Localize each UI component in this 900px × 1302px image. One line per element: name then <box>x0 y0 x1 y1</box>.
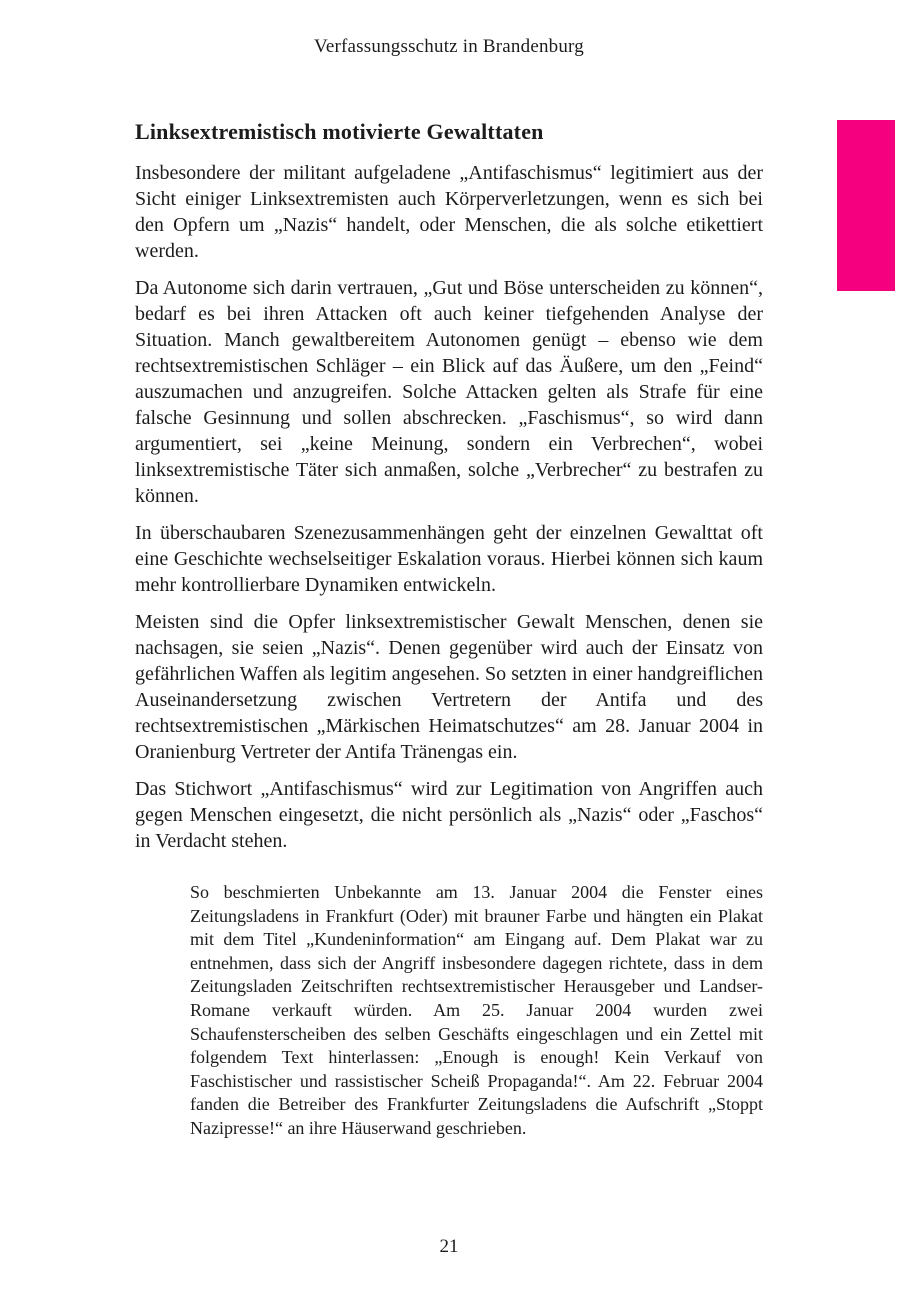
chapter-color-tab <box>837 120 895 291</box>
case-example-blockquote: So beschmierten Unbekannte am 13. Januar 2004 die Fenster eines Zeitungsladens in Frankfurt (Oder) mit brauner Farbe und hängten ein Plakat mit dem Titel „Kundeninformation“ am Eingang auf. Dem Plakat war zu entnehmen, dass sich der Angriff insbesondere dagegen richtete, dass in dem Zeitungsladen Zeitschriften rechtsextremistischer Herausgeber und Landser-Romane verkauft würden. Am 25. Januar 2004 wurden zwei Schaufensterscheiben des selben Geschäfts eingeschlagen und ein Zettel mit folgendem Text hinterlassen: „Enough is enough! Kein Verkauf von Faschistischer und rassistischer Scheiß Propaganda!“. Am 22. Februar 2004 fanden die Betreiber des Frankfurter Zeitungsladens die Aufschrift „Stoppt Nazipresse!“ an ihre Häuserwand geschrieben. <box>190 882 763 1138</box>
paragraph-4: Meisten sind die Opfer linksextremistischer Gewalt Menschen, denen sie nachsagen, sie seien „Nazis“. Denen gegenüber wird auch der Einsatz von gefährlichen Waffen als legitim angesehen. So setzten in einer handgreiflichen Auseinandersetzung zwischen Vertretern der Antifa und des rechtsextremistischen „Märkischen Heimatschutzes“ am 28. Januar 2004 in Oranienburg Vertreter der Antifa Tränengas ein. <box>135 611 763 763</box>
page-number: 21 <box>439 1236 459 1257</box>
paragraph-5: Das Stichwort „Antifaschismus“ wird zur Legitimation von Angriffen auch gegen Menschen eingesetzt, die nicht persönlich als „Nazis“ oder „Faschos“ in Verdacht stehen. <box>135 778 763 852</box>
paragraph-1: Insbesondere der militant aufgeladene „Antifaschismus“ legitimiert aus der Sicht einiger Linksextremisten auch Körperverletzungen, wenn es sich bei den Opfern um „Nazis“ handelt, oder Menschen, die als solche etikettiert werden. <box>135 162 763 262</box>
running-header: Verfassungsschutz in Brandenburg <box>314 36 584 57</box>
page-content <box>135 119 763 1141</box>
paragraph-3: In überschaubaren Szenezusammenhängen geht der einzelnen Gewalttat oft eine Geschichte wechselseitiger Eskalation voraus. Hierbei können sich kaum mehr kontrollierbare Dynamiken entwickeln. <box>135 522 763 596</box>
section-heading: Linksextremistisch motivierte Gewalttaten <box>135 119 544 144</box>
paragraph-2: Da Autonome sich darin vertrauen, „Gut und Böse unterscheiden zu können“, bedarf es bei ihren Attacken oft auch keiner tiefgehenden Analyse der Situation. Manch gewaltbereitem Autonomen genügt – ebenso wie dem rechtsextremistischen Schläger – ein Blick auf das Äußere, um den „Feind“ auszumachen und anzugreifen. Solche Attacken gelten als Strafe für eine falsche Gesinnung und sollen abschrecken. „Faschismus“, so wird dann argumentiert, sei „keine Meinung, sondern ein Verbrechen“, wobei linksextremistische Täter sich anmaßen, solche „Verbrecher“ zu bestrafen zu können. <box>135 277 763 507</box>
